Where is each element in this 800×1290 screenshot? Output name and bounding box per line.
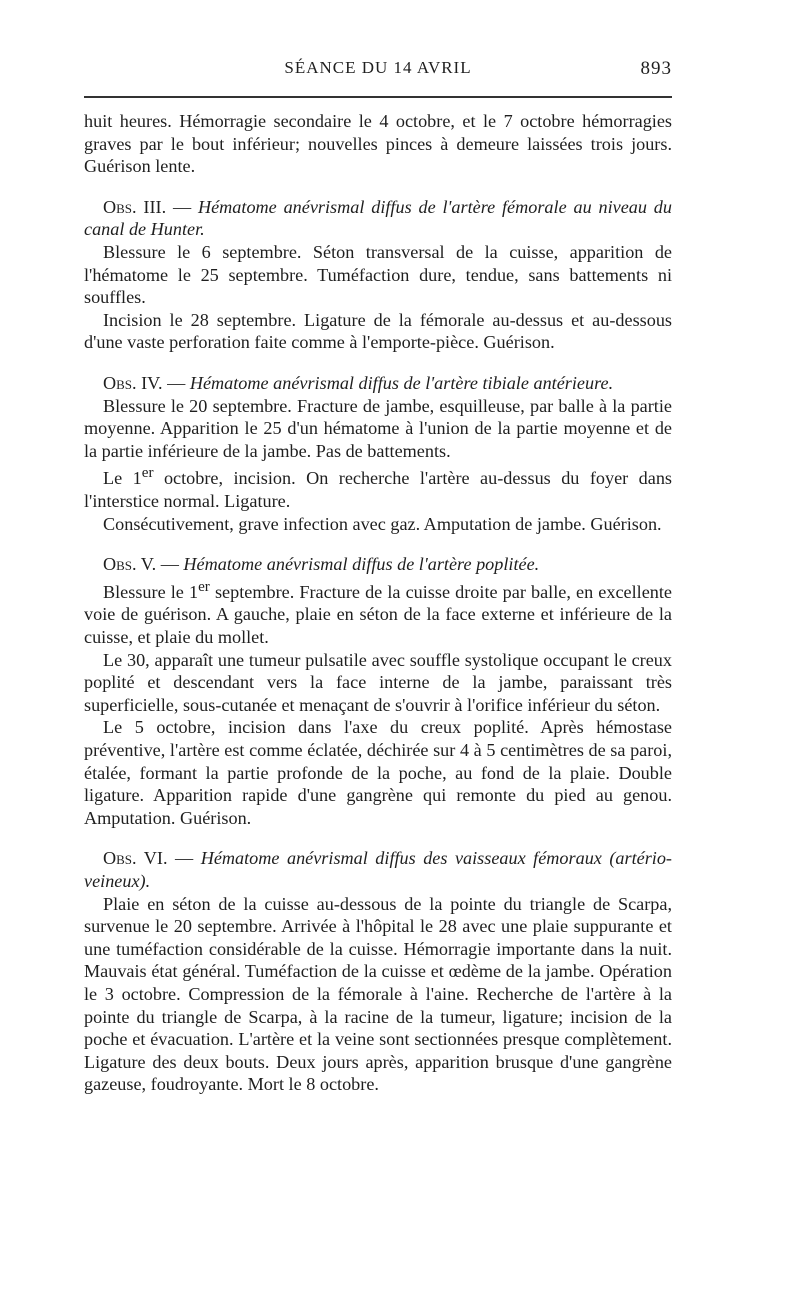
obs-6-paragraph-1: Plaie en séton de la cuisse au-dessous de la pointe du triangle de Scarpa, survenue le 20 septembre. Arrivée à l'hôpital le 28 avec une plaie suppurante et une tuméfaction considérable de la cuisse. Hémorragie importante dans la nuit. Mauvais état général. Tuméfaction de la cuisse et œdème de la jambe. Opération le 3 octobre. Compression de la fémorale à l'aine. Recherche de l'artère à la pointe du triangle de Scarpa, à la racine de la tumeur, ligature; incision de la poche et évacuation. L'artère et la veine sont sectionnées presque complètement. Ligature des deux bouts. Deux jours après, apparition brusque d'une gangrène gazeuse, foudroyante. Mort le 8 octobre. [84, 893, 672, 1095]
obs-3-title: Hématome anévrismal diffus de l'artère fémorale au niveau du canal de Hunter. [84, 196, 672, 240]
running-header [84, 58, 672, 80]
page-body [84, 110, 672, 1096]
obs-3-paragraph-1: Blessure le 6 septembre. Séton transversal de la cuisse, apparition de l'hématome le 25 septembre. Tuméfaction dure, tendue, sans battements ni souffles. [84, 241, 672, 308]
obs-5-dash: — [156, 554, 184, 575]
obs-3-heading [84, 196, 672, 241]
obs-3-paragraph-2: Incision le 28 septembre. Ligature de la fémorale au-dessus et au-dessous d'une vaste perforation faite comme à l'emporte-pièce. Guérison. [84, 309, 672, 353]
obs-4-paragraph-2 [84, 462, 672, 512]
continuation-paragraph: huit heures. Hémorragie secondaire le 4 octobre, et le 7 octobre hémorragies graves par le bout inférieur; nouvelles pinces à demeure laissées trois jours. Guérison lente. [84, 111, 672, 177]
running-title: SÉANCE DU 14 AVRIL [284, 58, 472, 77]
obs-6-heading [84, 847, 672, 892]
obs-5-p1-superscript: er [198, 577, 210, 595]
page-number: 893 [640, 58, 672, 79]
obs-4-dash: — [162, 372, 190, 393]
obs-6-title: Hématome anévrismal diffus des vaisseaux fémoraux (artério-veineux). [84, 848, 672, 891]
obs-4-paragraph-3: Consécutivement, grave infection avec gaz. Amputation de jambe. Guérison. [103, 513, 662, 534]
obs-5-paragraph-2: Le 30, apparaît une tumeur pulsatile avec souffle systolique occupant le creux poplité et descendant vers la face interne de la jambe, paraissant très superficielle, sous-cutanée et menaçant de s'ouvrir à l'orifice inférieur du séton. [84, 649, 672, 715]
obs-4-heading [84, 372, 672, 395]
header-rule [84, 96, 672, 98]
obs-3-label: Obs. III. [103, 196, 167, 217]
obs-5-heading [84, 553, 672, 576]
obs-5-label: Obs. V. [103, 554, 157, 575]
obs-5-paragraph-3: Le 5 octobre, incision dans l'axe du creux poplité. Après hémostase préventive, l'artère est comme éclatée, déchirée sur 4 à 5 centimètres de sa paroi, étalée, formant la partie profonde de la poche, au fond de la plaie. Double ligature. Apparition rapide d'une gangrène qui remonte du pied au genou. Amputation. Guérison. [84, 717, 672, 828]
obs-4-paragraph-1: Blessure le 20 septembre. Fracture de jambe, esquilleuse, par balle à la partie moyenne. Apparition le 25 d'un hématome à l'union de la partie moyenne et de la partie inférieure de la jambe. Pas de battements. [84, 395, 672, 461]
obs-5-p1-start: Blessure le 1 [103, 581, 199, 602]
obs-4-p2-superscript: er [141, 464, 154, 482]
obs-3-dash: — [166, 196, 198, 217]
obs-4-p2-rest: octobre, incision. On recherche l'artère au-dessus du foyer dans l'interstice normal. Ligature. [84, 468, 672, 511]
obs-4-p2-start: Le 1 [103, 468, 142, 489]
obs-4-title: Hématome anévrismal diffus de l'artère tibiale antérieure. [189, 372, 614, 393]
obs-5-p1-rest: septembre. Fracture de la cuisse droite par balle, en excellente voie de guérison. A gauche, plaie en séton de la face externe et inférieure de la cuisse, et plaie du mollet. [84, 581, 672, 647]
obs-5-paragraph-1 [84, 576, 672, 649]
obs-6-label: Obs. VI. [103, 848, 168, 869]
obs-6-dash: — [167, 848, 201, 869]
obs-5-title: Hématome anévrismal diffus de l'artère poplitée. [183, 554, 540, 575]
obs-4-label: Obs. IV. [103, 372, 163, 393]
